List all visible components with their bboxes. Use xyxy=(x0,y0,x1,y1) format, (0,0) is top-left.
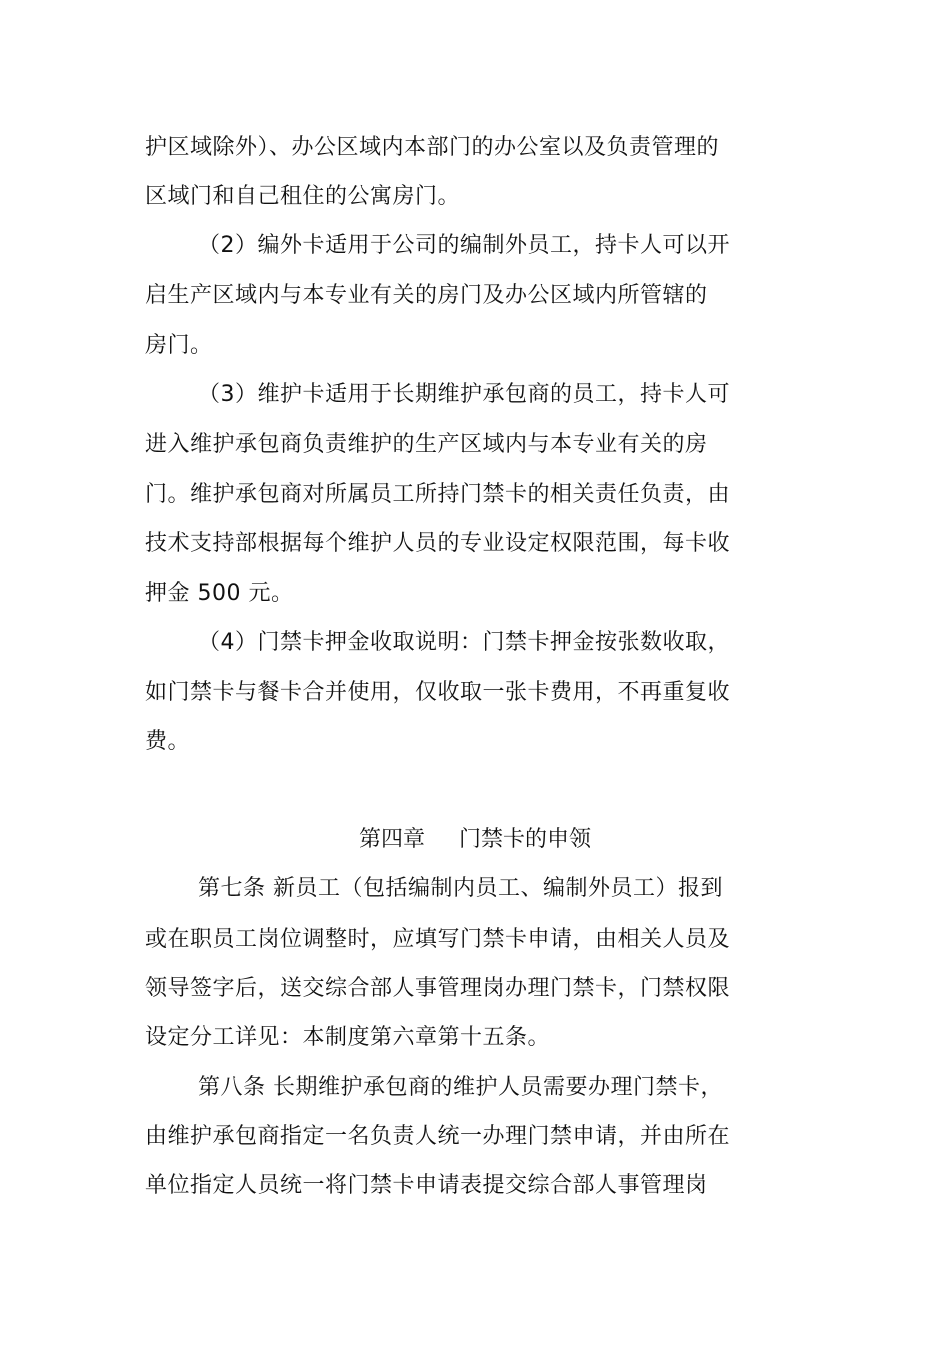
text-line: （3）维护卡适用于长期维护承包商的员工，持卡人可 xyxy=(198,382,730,407)
text-line: （2）编外卡适用于公司的编制外员工，持卡人可以开 xyxy=(198,233,730,258)
text-line: 单位指定人员统一将门禁卡申请表提交综合部人事管理岗 xyxy=(145,1173,708,1198)
chapter-title: 门禁卡的申领 xyxy=(459,827,592,852)
text-line: 区域门和自己租住的公寓房门。 xyxy=(145,184,461,209)
chapter-number: 第四章 xyxy=(358,827,425,852)
text-line: 领导签字后，送交综合部人事管理岗办理门禁卡，门禁权限 xyxy=(145,976,731,1001)
text-line: 护区域除外）、办公区域内本部门的办公室以及负责管理的 xyxy=(145,135,720,160)
text-line: 由维护承包商指定一名负责人统一办理门禁申请，并由所在 xyxy=(145,1124,731,1149)
text-line: 启生产区域内与本专业有关的房门及办公区域内所管辖的 xyxy=(145,283,708,308)
text-line: 费。 xyxy=(145,729,191,754)
text-line: 进入维护承包商负责维护的生产区域内与本专业有关的房 xyxy=(145,432,708,457)
text-line: 第七条 新员工（包括编制内员工、编制外员工）报到 xyxy=(198,876,723,901)
text-line: 或在职员工岗位调整时，应填写门禁卡申请，由相关人员及 xyxy=(145,927,731,952)
text-line: 押金 500 元。 xyxy=(145,581,294,606)
text-line: （4）门禁卡押金收取说明：门禁卡押金按张数收取， xyxy=(198,630,730,655)
text-line: 房门。 xyxy=(145,333,213,358)
text-line: 第八条 长期维护承包商的维护人员需要办理门禁卡， xyxy=(198,1075,723,1100)
text-line: 设定分工详见：本制度第六章第十五条。 xyxy=(145,1025,551,1050)
text-line: 如门禁卡与餐卡合并使用，仅收取一张卡费用，不再重复收 xyxy=(145,680,731,705)
text-line: 技术支持部根据每个维护人员的专业设定权限范围，每卡收 xyxy=(145,531,731,556)
chapter-heading xyxy=(0,825,950,855)
text-line: 门。维护承包商对所属员工所持门禁卡的相关责任负责，由 xyxy=(145,482,731,507)
